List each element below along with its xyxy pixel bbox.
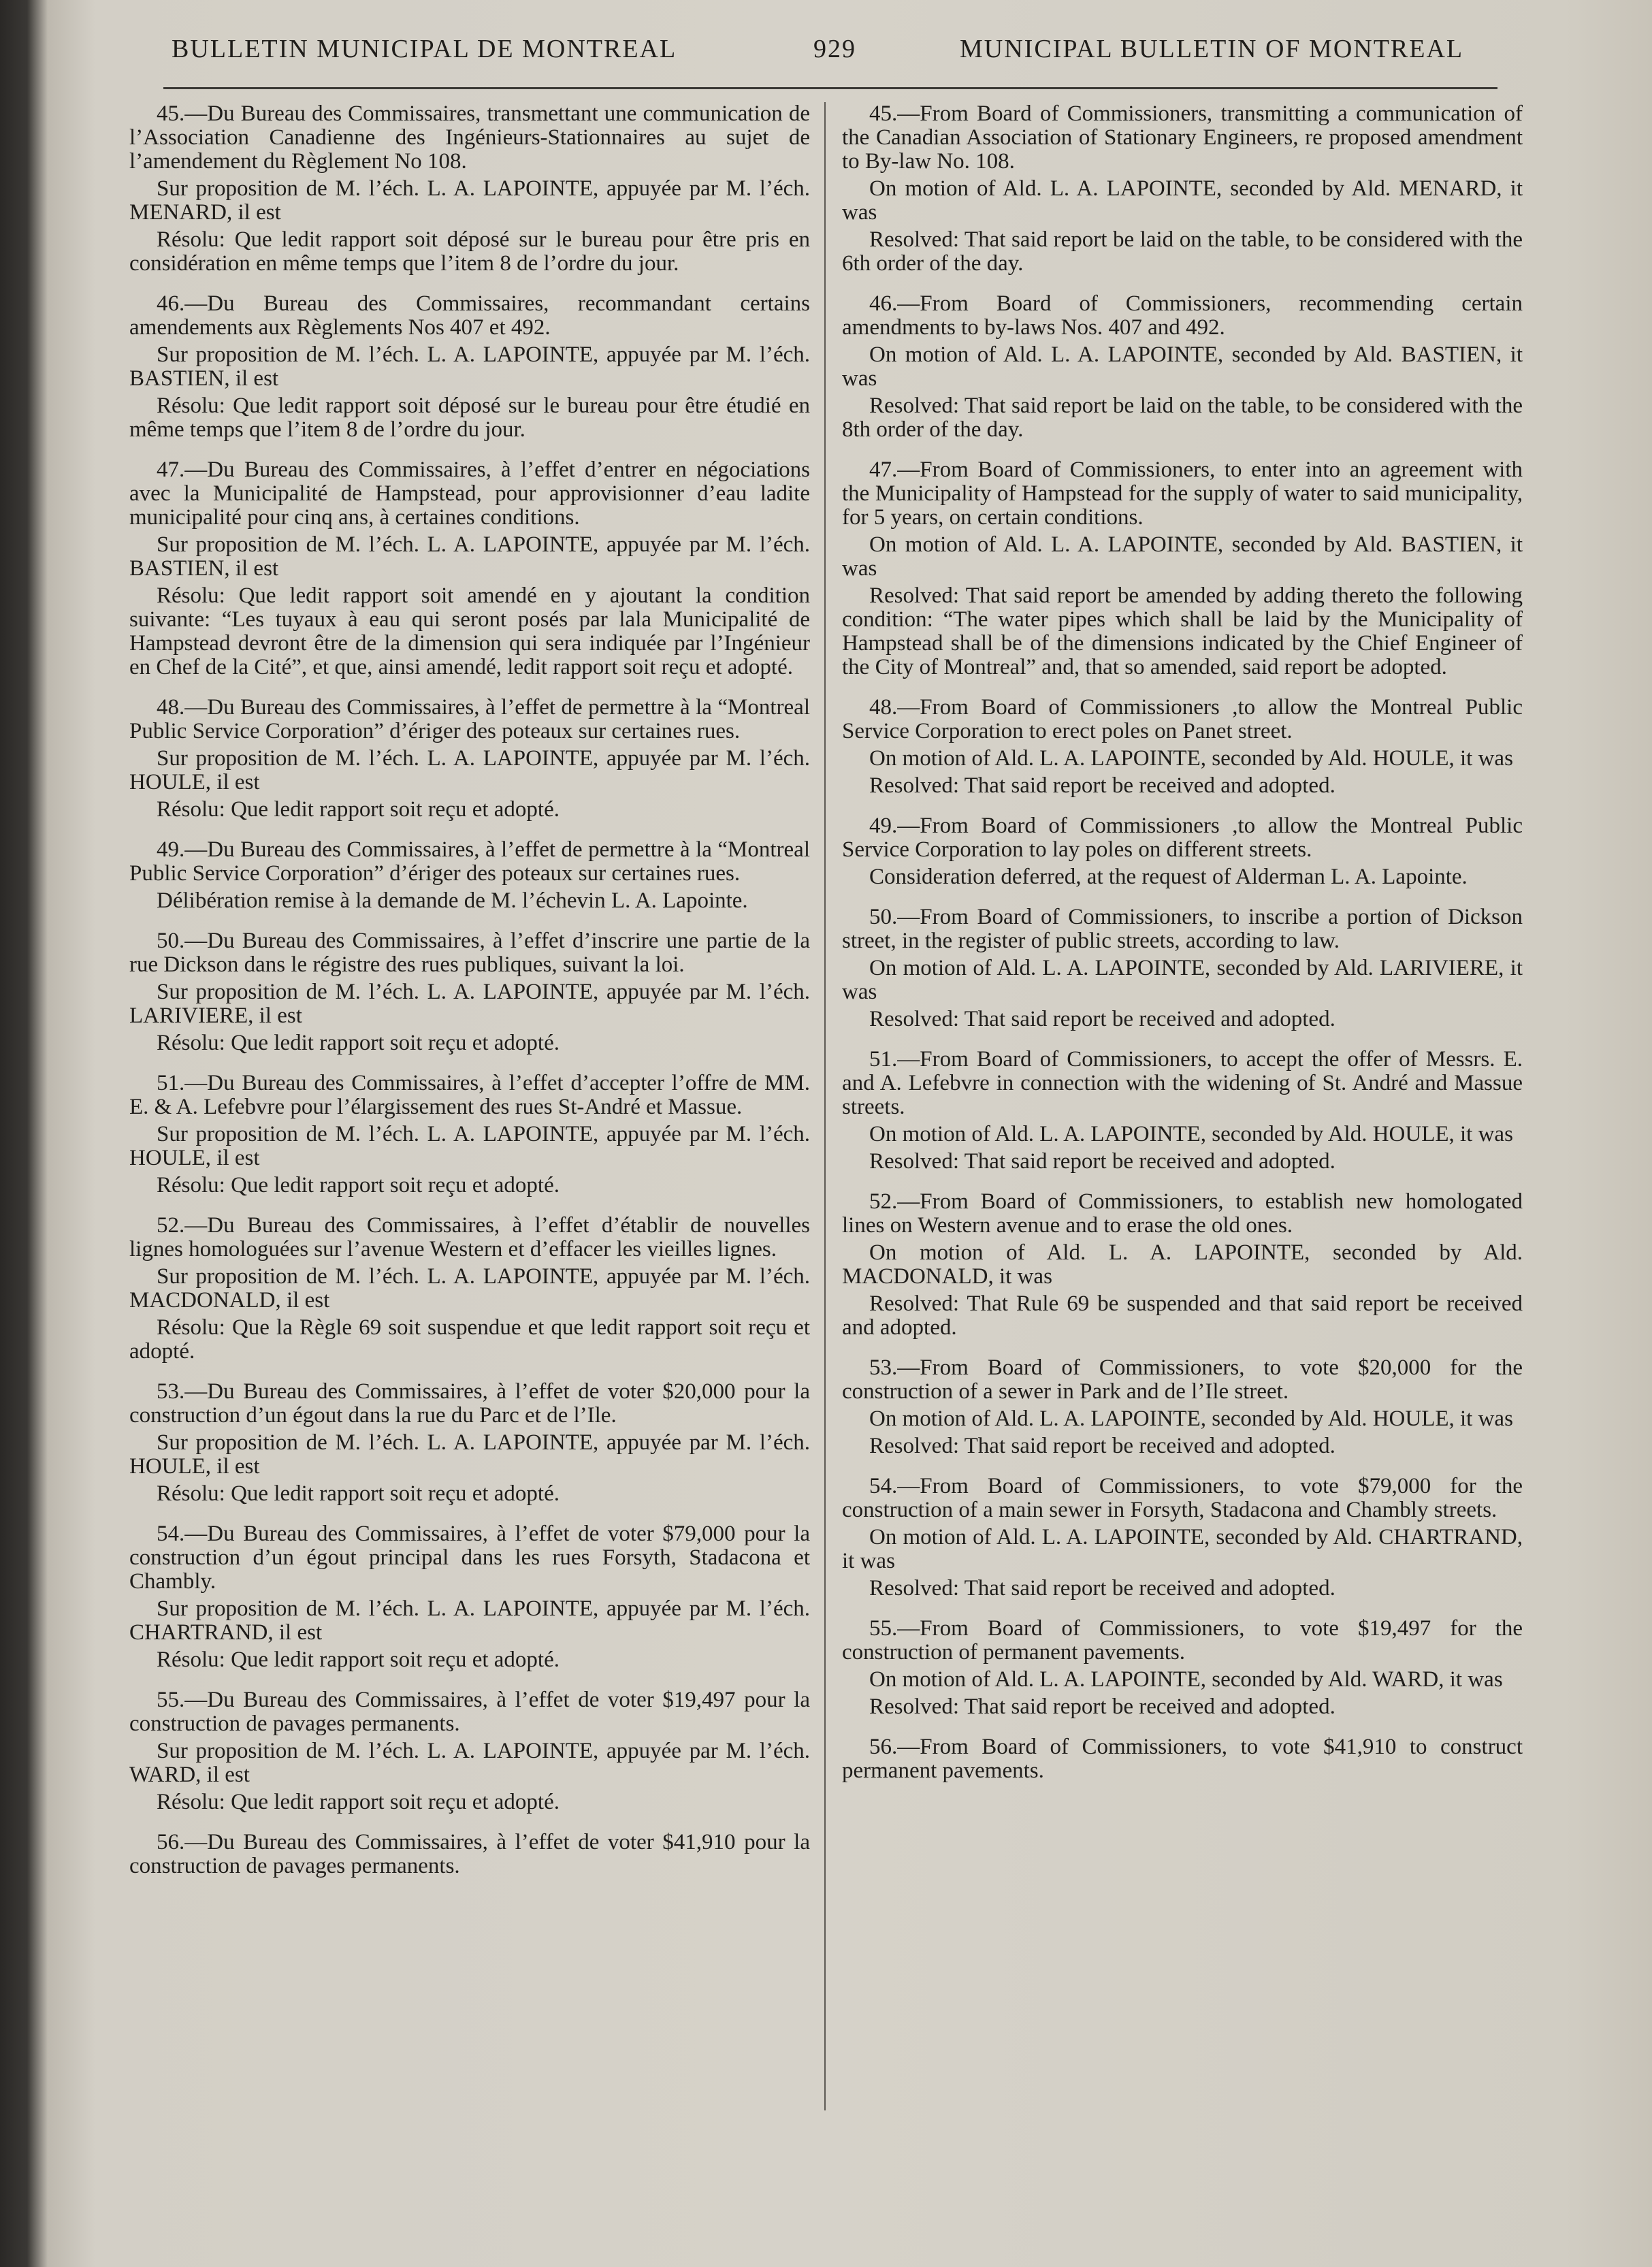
english-item bbox=[842, 1356, 1523, 1458]
french-item-subject: 47.—Du Bureau des Commissaires, à l’effet d’entrer en négociations avec la Municipalité de Hampstead, pour approvisionner d’eau ladite municipalité pour cinq ans, à certaines conditions. bbox=[129, 457, 810, 530]
french-item-resolution: Résolu: Que ledit rapport soit déposé sur le bureau pour être pris en considération en même temps que l’item 8 de l’ordre du jour. bbox=[129, 227, 810, 276]
french-item-resolution: Résolu: Que ledit rapport soit reçu et adopté. bbox=[157, 1647, 560, 1672]
english-item-motion: On motion of Ald. L. A. LAPOINTE, seconded by Ald. CHARTRAND, it was bbox=[842, 1525, 1523, 1573]
french-item bbox=[129, 1522, 810, 1672]
english-item-resolution: Resolved: That said report be received and adopted. bbox=[869, 1007, 1335, 1031]
english-item-subject: 49.—From Board of Commissioners ,to allow the Montreal Public Service Corporation to lay poles on different streets. bbox=[842, 814, 1523, 862]
english-item-subject: 50.—From Board of Commissioners, to inscribe a portion of Dickson street, in the register of public streets, according to law. bbox=[842, 905, 1523, 953]
english-item-subject: 52.—From Board of Commissioners, to establish new homologated lines on Western avenue and to erase the old ones. bbox=[842, 1189, 1523, 1238]
french-item bbox=[129, 1380, 810, 1506]
french-item-resolution: Résolu: Que ledit rapport soit reçu et adopté. bbox=[157, 1481, 560, 1506]
french-item-subject: 54.—Du Bureau des Commissaires, à l’effet de voter $79,000 pour la construction d’un égout principal dans les rues Forsyth, Stadacona et Chambly. bbox=[129, 1522, 810, 1594]
french-column bbox=[129, 102, 810, 1895]
french-item bbox=[129, 292, 810, 442]
french-item bbox=[129, 1214, 810, 1364]
french-item-resolution: Résolu: Que ledit rapport soit reçu et adopté. bbox=[157, 1790, 560, 1814]
french-item-motion: Délibération remise à la demande de M. l’échevin L. A. Lapointe. bbox=[157, 888, 748, 913]
english-item-subject: 54.—From Board of Commissioners, to vote $79,000 for the construction of a main sewer in Forsyth, Stadacona and Chambly streets. bbox=[842, 1474, 1523, 1522]
english-column bbox=[842, 102, 1523, 1799]
header-title-english: MUNICIPAL BULLETIN OF MONTREAL bbox=[960, 35, 1464, 63]
english-item-motion: On motion of Ald. L. A. LAPOINTE, seconded by Ald. LARIVIERE, it was bbox=[842, 956, 1523, 1004]
english-item bbox=[842, 1190, 1523, 1340]
french-item bbox=[129, 458, 810, 679]
english-item bbox=[842, 458, 1523, 679]
column-divider bbox=[824, 102, 826, 2110]
english-item bbox=[842, 102, 1523, 276]
header-title-french: BULLETIN MUNICIPAL DE MONTREAL bbox=[172, 35, 677, 63]
english-item bbox=[842, 1735, 1523, 1783]
french-item-subject: 53.—Du Bureau des Commissaires, à l’effet de voter $20,000 pour la construction d’un égout dans la rue du Parc et de l’Ile. bbox=[129, 1379, 810, 1428]
french-item bbox=[129, 929, 810, 1055]
french-item-subject: 49.—Du Bureau des Commissaires, à l’effet de permettre à la “Montreal Public Service Corporation” d’ériger des poteaux sur certaines rues. bbox=[129, 837, 810, 886]
english-item-resolution: Resolved: That said report be received and adopted. bbox=[869, 1694, 1335, 1719]
english-item-subject: 56.—From Board of Commissioners, to vote $41,910 to construct permanent pavements. bbox=[842, 1735, 1523, 1783]
french-item-motion: Sur proposition de M. l’éch. L. A. LAPOINTE, appuyée par M. l’éch. HOULE, il est bbox=[129, 746, 810, 794]
french-item bbox=[129, 1688, 810, 1814]
english-item-motion: On motion of Ald. L. A. LAPOINTE, seconded by Ald. MACDONALD, it was bbox=[842, 1240, 1523, 1289]
english-item-resolution: Resolved: That said report be laid on the table, to be considered with the 8th order of the day. bbox=[842, 393, 1523, 442]
french-item-resolution: Résolu: Que ledit rapport soit reçu et adopté. bbox=[157, 797, 560, 822]
header-rule bbox=[163, 87, 1497, 89]
french-item bbox=[129, 696, 810, 822]
french-item-motion: Sur proposition de M. l’éch. L. A. LAPOINTE, appuyée par M. l’éch. CHARTRAND, il est bbox=[129, 1596, 810, 1645]
french-item bbox=[129, 838, 810, 913]
french-item-subject: 48.—Du Bureau des Commissaires, à l’effet de permettre à la “Montreal Public Service Corporation” d’ériger des poteaux sur certaines rues. bbox=[129, 695, 810, 743]
english-item-motion: On motion of Ald. L. A. LAPOINTE, seconded by Ald. HOULE, it was bbox=[869, 1122, 1513, 1146]
french-item-motion: Sur proposition de M. l’éch. L. A. LAPOINTE, appuyée par M. l’éch. MENARD, il est bbox=[129, 176, 810, 225]
french-item-subject: 45.—Du Bureau des Commissaires, transmettant une communication de l’Association Canadienne des Ingénieurs-Stationnaires au sujet de l’amendement du Règlement No 108. bbox=[129, 101, 810, 174]
english-item-resolution: Resolved: That said report be amended by adding thereto the following condition: “The water pipes which shall be laid by the Municipality of Hampstead shall be of the dimensions indicated by the Chief Engineer of the City of Montreal” and, that so amended, said report be adopted. bbox=[842, 583, 1523, 679]
french-item bbox=[129, 102, 810, 276]
english-item bbox=[842, 292, 1523, 442]
french-item-resolution: Résolu: Que ledit rapport soit déposé sur le bureau pour être étudié en même temps que l’item 8 de l’ordre du jour. bbox=[129, 393, 810, 442]
english-item-motion: On motion of Ald. L. A. LAPOINTE, seconded by Ald. HOULE, it was bbox=[869, 1406, 1513, 1431]
english-item bbox=[842, 1048, 1523, 1174]
english-item-subject: 53.—From Board of Commissioners, to vote $20,000 for the construction of a sewer in Park and de l’Ile street. bbox=[842, 1355, 1523, 1404]
english-item-resolution: Resolved: That said report be received and adopted. bbox=[869, 1434, 1335, 1458]
french-item-resolution: Résolu: Que ledit rapport soit reçu et adopté. bbox=[157, 1031, 560, 1055]
english-item bbox=[842, 696, 1523, 798]
french-item-subject: 52.—Du Bureau des Commissaires, à l’effet d’établir de nouvelles lignes homologuées sur l’avenue Western et d’effacer les vieilles lignes. bbox=[129, 1213, 810, 1261]
french-item-resolution: Résolu: Que la Règle 69 soit suspendue et que ledit rapport soit reçu et adopté. bbox=[129, 1315, 810, 1364]
english-item-motion: On motion of Ald. L. A. LAPOINTE, seconded by Ald. WARD, it was bbox=[869, 1667, 1503, 1692]
english-item bbox=[842, 814, 1523, 889]
english-item-resolution: Resolved: That said report be received and adopted. bbox=[869, 1576, 1335, 1601]
english-item bbox=[842, 905, 1523, 1031]
french-item-resolution: Résolu: Que ledit rapport soit reçu et adopté. bbox=[157, 1173, 560, 1197]
english-item bbox=[842, 1617, 1523, 1719]
french-item-motion: Sur proposition de M. l’éch. L. A. LAPOINTE, appuyée par M. l’éch. LARIVIERE, il est bbox=[129, 980, 810, 1028]
english-item-motion: On motion of Ald. L. A. LAPOINTE, seconded by Ald. HOULE, it was bbox=[869, 746, 1513, 771]
french-item-motion: Sur proposition de M. l’éch. L. A. LAPOINTE, appuyée par M. l’éch. WARD, il est bbox=[129, 1739, 810, 1787]
french-item-resolution: Résolu: Que ledit rapport soit amendé en y ajoutant la condition suivante: “Les tuyaux à eau qui seront posés par lala Municipalité de Hampstead devront être de la dimension qui sera indiquée par l’Ingénieur en Chef de la Cité”, et que, ainsi amendé, ledit rapport soit reçu et adopté. bbox=[129, 583, 810, 679]
english-item-motion: On motion of Ald. L. A. LAPOINTE, seconded by Ald. MENARD, it was bbox=[842, 176, 1523, 225]
english-item-motion: Consideration deferred, at the request of Alderman L. A. Lapointe. bbox=[869, 865, 1468, 889]
english-item-subject: 55.—From Board of Commissioners, to vote $19,497 for the construction of permanent pavements. bbox=[842, 1616, 1523, 1665]
english-item-subject: 45.—From Board of Commissioners, transmitting a communication of the Canadian Association of Stationary Engineers, re proposed amendment to By-law No. 108. bbox=[842, 101, 1523, 174]
page-header bbox=[163, 34, 1497, 75]
english-item-motion: On motion of Ald. L. A. LAPOINTE, seconded by Ald. BASTIEN, it was bbox=[842, 532, 1523, 581]
french-item-subject: 50.—Du Bureau des Commissaires, à l’effet d’inscrire une partie de la rue Dickson dans le régistre des rues publiques, suivant la loi. bbox=[129, 929, 810, 977]
french-item-motion: Sur proposition de M. l’éch. L. A. LAPOINTE, appuyée par M. l’éch. BASTIEN, il est bbox=[129, 532, 810, 581]
english-item-subject: 46.—From Board of Commissioners, recommending certain amendments to by-laws Nos. 407 and 492. bbox=[842, 291, 1523, 340]
english-item-resolution: Resolved: That said report be received and adopted. bbox=[869, 1149, 1335, 1174]
english-item-resolution: Resolved: That said report be received and adopted. bbox=[869, 773, 1335, 798]
french-item-motion: Sur proposition de M. l’éch. L. A. LAPOINTE, appuyée par M. l’éch. HOULE, il est bbox=[129, 1430, 810, 1479]
english-item-resolution: Resolved: That Rule 69 be suspended and that said report be received and adopted. bbox=[842, 1291, 1523, 1340]
english-item-subject: 51.—From Board of Commissioners, to accept the offer of Messrs. E. and A. Lefebvre in connection with the widening of St. André and Massue streets. bbox=[842, 1047, 1523, 1119]
english-item-motion: On motion of Ald. L. A. LAPOINTE, seconded by Ald. BASTIEN, it was bbox=[842, 342, 1523, 391]
french-item-motion: Sur proposition de M. l’éch. L. A. LAPOINTE, appuyée par M. l’éch. MACDONALD, il est bbox=[129, 1264, 810, 1313]
french-item bbox=[129, 1831, 810, 1878]
french-item-motion: Sur proposition de M. l’éch. L. A. LAPOINTE, appuyée par M. l’éch. BASTIEN, il est bbox=[129, 342, 810, 391]
english-item-resolution: Resolved: That said report be laid on the table, to be considered with the 6th order of the day. bbox=[842, 227, 1523, 276]
english-item-subject: 48.—From Board of Commissioners ,to allow the Montreal Public Service Corporation to erect poles on Panet street. bbox=[842, 695, 1523, 743]
english-item bbox=[842, 1475, 1523, 1601]
french-item bbox=[129, 1072, 810, 1197]
french-item-subject: 55.—Du Bureau des Commissaires, à l’effet de voter $19,497 pour la construction de pavages permanents. bbox=[129, 1688, 810, 1736]
french-item-motion: Sur proposition de M. l’éch. L. A. LAPOINTE, appuyée par M. l’éch. HOULE, il est bbox=[129, 1122, 810, 1170]
french-item-subject: 46.—Du Bureau des Commissaires, recommandant certains amendements aux Règlements Nos 407 et 492. bbox=[129, 291, 810, 340]
english-item-subject: 47.—From Board of Commissioners, to enter into an agreement with the Municipality of Hampstead for the supply of water to said municipality, for 5 years, on certain conditions. bbox=[842, 457, 1523, 530]
french-item-subject: 51.—Du Bureau des Commissaires, à l’effet d’accepter l’offre de MM. E. & A. Lefebvre pour l’élargissement des rues St-André et Massue. bbox=[129, 1071, 810, 1119]
page-number: 929 bbox=[813, 35, 856, 63]
french-item-subject: 56.—Du Bureau des Commissaires, à l’effet de voter $41,910 pour la construction de pavages permanents. bbox=[129, 1830, 810, 1878]
